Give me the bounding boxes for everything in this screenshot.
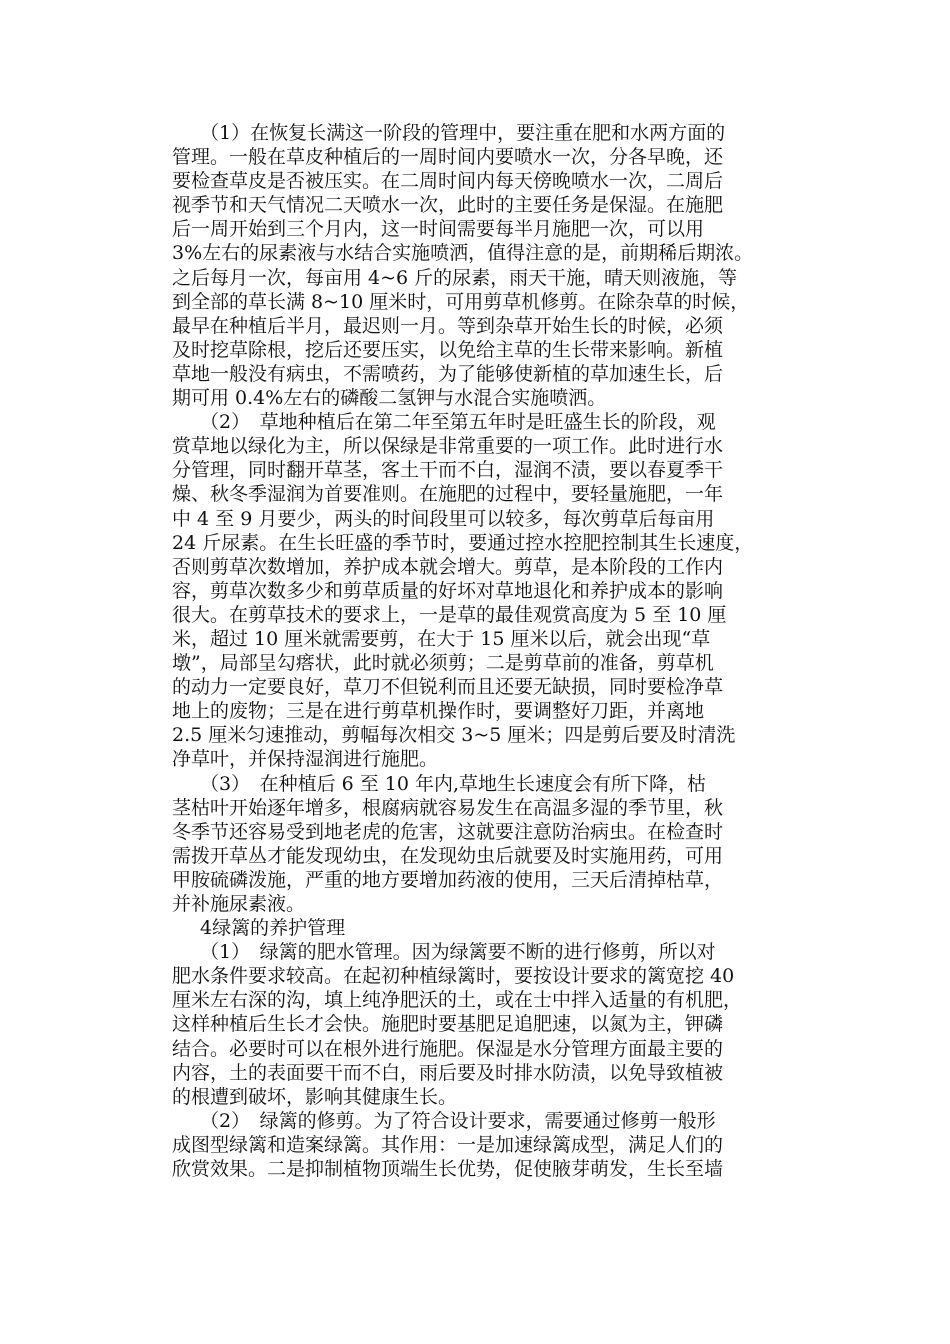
text-line: 的动力一定要良好，草刀不但锐利而且还要无缺损，同时要检净草 (172, 676, 724, 699)
text-line: 并补施尿素液。 (172, 893, 306, 915)
text-line: 否则剪草次数增加，养护成本就会增大。剪草，是本阶段的工作内 (172, 555, 724, 578)
text-line: 要检查草皮是否被压实。在二周时间内每天傍晚喷水一次，二周后 (172, 170, 724, 193)
text-line: 容，剪草次数多少和剪草质量的好坏对草地退化和养护成本的影响 (172, 579, 724, 602)
text-line: 中 4 至 9 月要少，两头的时间段里可以较多，每次剪草后每亩用 (172, 507, 715, 530)
text-line: 草地一般没有病虫，不需喷药，为了能够使新植的草加速生长，后 (172, 362, 724, 385)
text-line: 很大。在剪草技术的要求上，一是草的最佳观赏高度为 5 至 10 厘 (172, 603, 727, 626)
text-line: 管理。一般在草皮种植后的一周时间内要喷水一次，分各早晚，还 (172, 146, 724, 169)
text-line: 后一周开始到三个月内，这一时间需要每半月施肥一次，可以用 (172, 218, 705, 241)
text-line: 地上的废物；三是在进行剪草机操作时，要调整好刀距，并离地 (172, 700, 705, 723)
text-line: 3%左右的尿素液与水结合实施喷洒，值得注意的是，前期稀后期浓。 (172, 242, 754, 265)
text-line: 最早在种植后半月，最迟则一月。等到杂草开始生长的时候，必须 (172, 314, 724, 337)
text-line: 欣赏效果。二是抑制植物顶端生长优势，促使腋芽萌发，生长至墙 (172, 1158, 724, 1181)
text-line: （2） 绿篱的修剪。为了符合设计要求，需要通过修剪一般形 (200, 1109, 716, 1132)
body-text (172, 121, 792, 1181)
text-line: （3） 在种植后 6 至 10 年内,草地生长速度会有所下降，枯 (200, 772, 707, 795)
text-line: 到全部的草长满 8~10 厘米时，可用剪草机修剪。在除杂草的时候， (172, 290, 750, 313)
text-line: 内容，土的表面要干而不白，雨后要及时排水防渍，以免导致植被 (172, 1061, 724, 1084)
text-line: 2.5 厘米匀速推动，剪幅每次相交 3~5 厘米；四是剪后要及时清洗 (172, 724, 736, 747)
text-line: 茎枯叶开始逐年增多，根腐病就容易发生在高温多湿的季节里，秋 (172, 796, 724, 819)
text-line: 冬季节还容易受到地老虎的危害，这就要注意防治病虫。在检查时 (172, 820, 724, 843)
text-line: （1）在恢复长满这一阶段的管理中，要注重在肥和水两方面的 (200, 122, 726, 144)
text-line: （1） 绿篱的肥水管理。因为绿篱要不断的进行修剪，所以对 (200, 941, 716, 964)
text-line: 净草叶，并保持湿润进行施肥。 (172, 748, 439, 771)
text-line: 墩”，局部呈勾瘩状，此时就必须剪；二是剪草前的准备，剪草机 (172, 652, 714, 675)
text-line: 肥水条件要求较高。在起初种植绿篱时，要按设计要求的篱宽挖 40 (172, 965, 735, 988)
text-line: 厘米左右深的沟，填上纯净肥沃的土，或在士中拌入适量的有机肥， (172, 989, 743, 1012)
text-line: 的根遭到破坏，影响其健康生长。 (172, 1085, 458, 1108)
text-line: 24 斤尿素。在生长旺盛的季节时，要通过控水控肥控制其生长速度， (172, 531, 754, 554)
text-line: 期可用 0.4%左右的磷酸二氢钾与水混合实施喷洒。 (172, 387, 607, 410)
text-line: 成图型绿篱和造案绿篱。其作用：一是加速绿篱成型，满足人们的 (172, 1133, 724, 1156)
text-line: （2） 草地种植后在第二年至第五年时是旺盛生长的阶段，观 (200, 411, 716, 434)
text-line: 需拨开草丛才能发现幼虫，在发现幼虫后就要及时实施用药，可用 (172, 844, 724, 867)
text-line: 结合。必要时可以在根外进行施肥。保湿是水分管理方面最主要的 (172, 1037, 724, 1060)
text-line: 赏草地以绿化为主，所以保绿是非常重要的一项工作。此时进行水 (172, 435, 724, 458)
text-line: 甲胺硫磷泼施，严重的地方要增加药液的使用，三天后清掉枯草， (172, 868, 724, 891)
text-line: 米，超过 10 厘米就需要剪，在大于 15 厘米以后，就会出现“草 (172, 627, 711, 650)
text-line: 分管理，同时翻开草茎，客土干而不白，湿润不渍，要以春夏季干 (172, 459, 724, 482)
text-line: 之后每月一次，每亩用 4~6 斤的尿素，雨天干施，晴天则液施，等 (172, 266, 738, 289)
text-line: 燥、秋冬季湿润为首要准则。在施肥的过程中，要轻量施肥，一年 (172, 483, 724, 506)
text-line: 4绿篱的养护管理 (200, 917, 346, 940)
text-line: 及时挖草除根，挖后还要压实，以免给主草的生长带来影响。新植 (172, 338, 724, 361)
text-line: 视季节和天气情况二天喷水一次，此时的主要任务是保湿。在施肥 (172, 194, 724, 217)
text-line: 这样种植后生长才会快。施肥时要基肥足追肥速，以氮为主，钾磷 (172, 1013, 724, 1036)
